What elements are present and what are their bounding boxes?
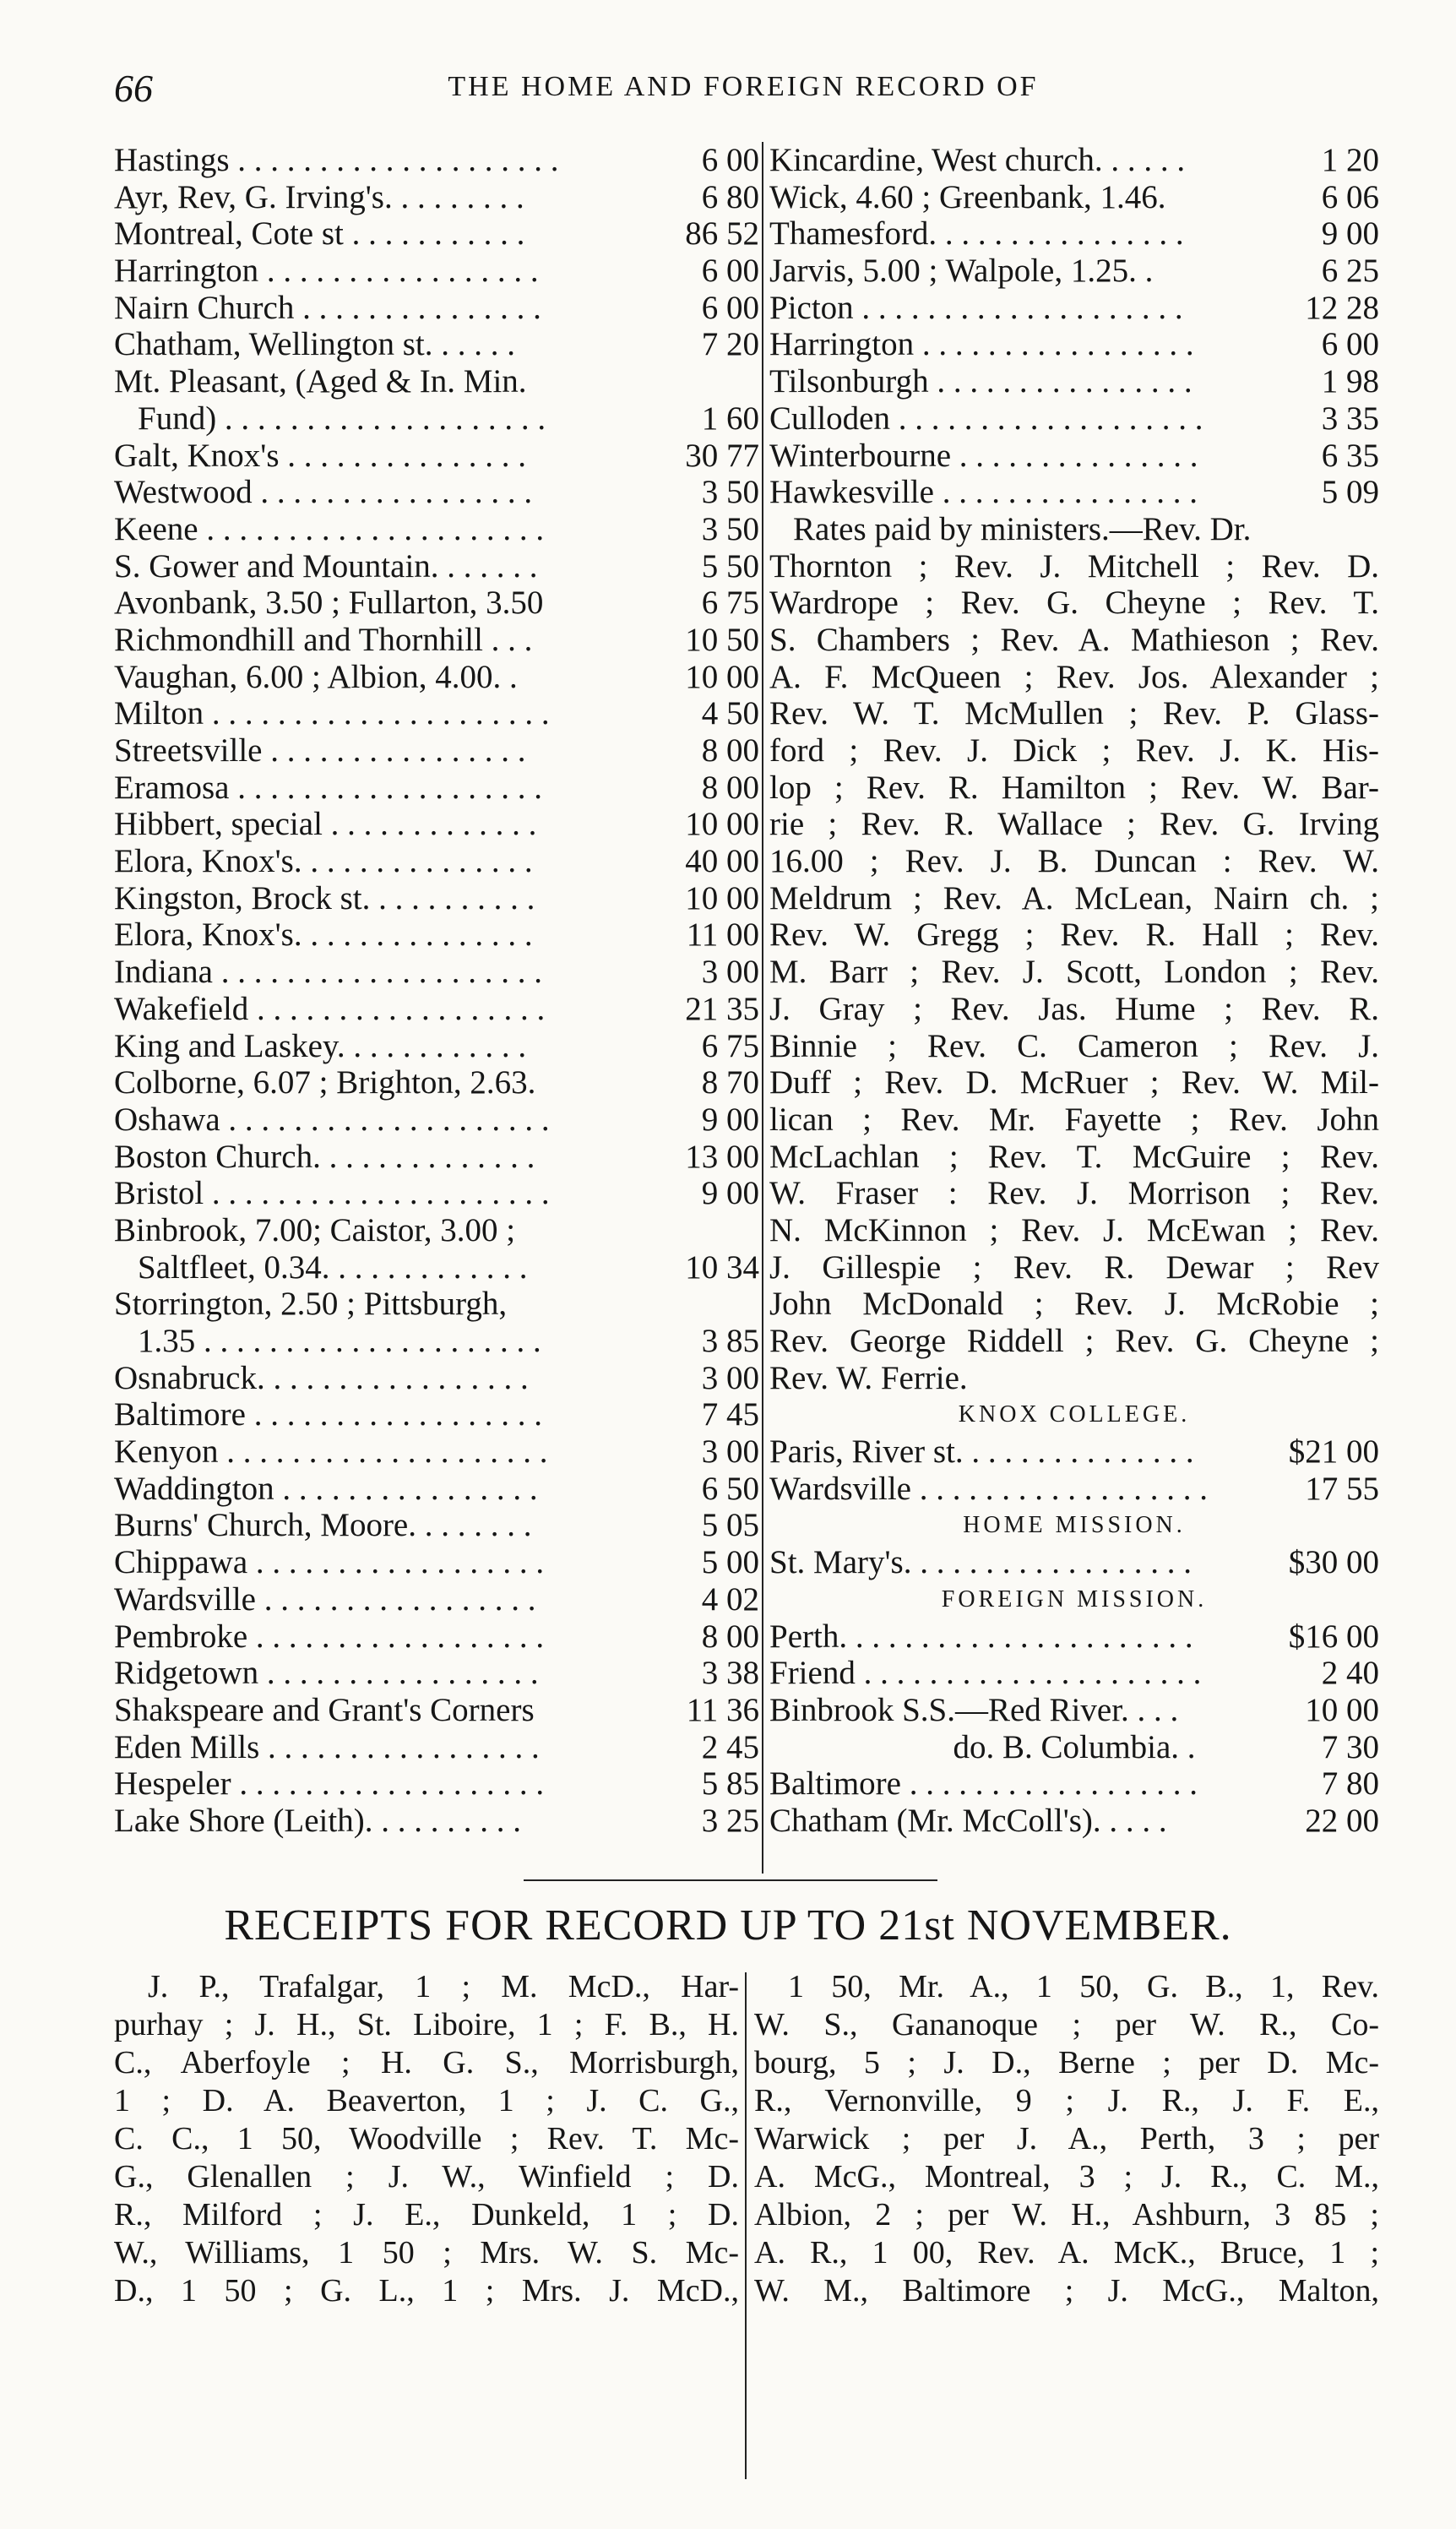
contribution-label: Meldrum ; Rev. A. McLean, Nairn ch. ; xyxy=(769,879,1379,916)
contribution-label: ford ; Rev. J. Dick ; Rev. J. K. His- xyxy=(769,732,1379,769)
contribution-amount: 8 00 xyxy=(701,1618,759,1655)
contribution-label: Burns' Church, Moore. . . . . . . . xyxy=(114,1507,532,1544)
contribution-amount: 10 34 xyxy=(685,1248,759,1286)
contribution-label: KNOX COLLEGE. xyxy=(958,1401,1191,1428)
contribution-row xyxy=(114,659,759,696)
contribution-label: Eramosa . . . . . . . . . . . . . . . . . . . xyxy=(114,769,542,806)
receipt-line: J. P., Trafalgar, 1 ; M. McD., Har- xyxy=(148,1969,739,2004)
contribution-row xyxy=(114,622,759,659)
receipt-line: D., 1 50 ; G. L., 1 ; Mrs. J. McD., xyxy=(114,2273,739,2309)
contribution-row xyxy=(769,511,1379,548)
contribution-label: Friend . . . . . . . . . . . . . . . . . . . . . xyxy=(769,1655,1202,1692)
contribution-label: Wick, 4.60 ; Greenbank, 1.46. xyxy=(769,178,1166,215)
contribution-amount: 13 00 xyxy=(685,1138,759,1175)
contribution-amount: 21 35 xyxy=(685,990,759,1027)
receipt-line: bourg, 5 ; J. D., Berne ; per D. Mc- xyxy=(754,2045,1379,2080)
section-rule xyxy=(524,1879,937,1881)
contribution-row xyxy=(114,732,759,770)
contribution-row xyxy=(114,1729,759,1766)
receipt-line: R., Vernonville, 9 ; J. R., J. F. E., xyxy=(754,2083,1379,2118)
contribution-amount: 11 36 xyxy=(686,1691,759,1728)
contribution-label: Vaughan, 6.00 ; Albion, 4.00. . xyxy=(114,658,518,695)
contribution-label: Ridgetown . . . . . . . . . . . . . . . . . xyxy=(114,1655,539,1692)
contribution-amount: 5 50 xyxy=(701,547,759,585)
receipts-right-column xyxy=(754,1968,1379,2509)
contribution-amount: 8 70 xyxy=(701,1064,759,1101)
contribution-row xyxy=(769,326,1379,363)
contribution-label: Avonbank, 3.50 ; Fullarton, 3.50 xyxy=(114,585,544,622)
contribution-row xyxy=(114,253,759,290)
contribution-amount: 6 00 xyxy=(701,289,759,326)
contribution-row xyxy=(769,1692,1379,1729)
contribution-row xyxy=(114,1765,759,1803)
contribution-row xyxy=(769,1028,1379,1065)
contribution-amount: 3 85 xyxy=(701,1323,759,1359)
contribution-label: Galt, Knox's . . . . . . . . . . . . . . . xyxy=(114,437,527,474)
contribution-label: Baltimore . . . . . . . . . . . . . . . . . . xyxy=(114,1396,542,1433)
contribution-label: Baltimore . . . . . . . . . . . . . . . . . . xyxy=(769,1765,1198,1803)
contribution-row xyxy=(114,1286,759,1323)
contribution-label: Harrington . . . . . . . . . . . . . . . . . xyxy=(769,326,1194,363)
contribution-amount: 6 00 xyxy=(701,253,759,290)
section-heading xyxy=(769,1581,1379,1618)
contribution-row xyxy=(114,1396,759,1433)
contribution-label: Keene . . . . . . . . . . . . . . . . . . . . . xyxy=(114,510,545,547)
contribution-label: Binbrook S.S.—Red River. . . . xyxy=(769,1691,1179,1728)
contribution-row xyxy=(769,880,1379,917)
contribution-row xyxy=(114,1028,759,1065)
contribution-label: Rev. W. Ferrie. xyxy=(769,1359,968,1396)
contribution-label: Streetsville . . . . . . . . . . . . . . . . xyxy=(114,732,526,769)
receipt-line: W. M., Baltimore ; J. McG., Malton, xyxy=(754,2273,1379,2309)
contribution-amount: 17 55 xyxy=(1305,1470,1379,1507)
contribution-amount: 10 00 xyxy=(685,879,759,916)
receipts-title: RECEIPTS FOR RECORD UP TO 21st NOVEMBER. xyxy=(224,1901,1232,1950)
contribution-amount: 4 50 xyxy=(701,695,759,732)
contribution-row xyxy=(769,585,1379,622)
contribution-row xyxy=(114,954,759,991)
contribution-amount: 6 35 xyxy=(1321,437,1379,474)
contribution-amount: 12 28 xyxy=(1305,289,1379,326)
contribution-amount: 10 00 xyxy=(685,658,759,695)
contribution-amount: 3 00 xyxy=(701,1359,759,1396)
contribution-row xyxy=(114,548,759,585)
contribution-label: Ayr, Rev, G. Irving's. . . . . . . . . xyxy=(114,178,524,215)
contribution-row xyxy=(114,1655,759,1692)
contribution-row xyxy=(769,215,1379,253)
contribution-label: Rev. George Riddell ; Rev. G. Cheyne ; xyxy=(769,1323,1379,1359)
contribution-amount: 6 80 xyxy=(701,178,759,215)
contribution-row xyxy=(769,770,1379,807)
contribution-row xyxy=(114,806,759,843)
contribution-label: Wardrope ; Rev. G. Cheyne ; Rev. T. xyxy=(769,585,1379,622)
page-number: 66 xyxy=(114,67,153,110)
contribution-row xyxy=(114,770,759,807)
receipt-line: Warwick ; per J. A., Perth, 3 ; per xyxy=(754,2121,1379,2156)
contribution-label: Chatham (Mr. McColl's). . . . . xyxy=(769,1802,1167,1839)
contribution-label: Binbrook, 7.00; Caistor, 3.00 ; xyxy=(114,1211,516,1248)
contribution-amount: $16 00 xyxy=(1288,1618,1379,1655)
contribution-amount: 10 00 xyxy=(1305,1691,1379,1728)
contribution-amount: 3 50 xyxy=(701,510,759,547)
contribution-row xyxy=(769,1101,1379,1139)
contribution-row xyxy=(769,1544,1379,1581)
column-divider xyxy=(762,142,763,1874)
contribution-label: Pembroke . . . . . . . . . . . . . . . . . . xyxy=(114,1618,545,1655)
contribution-label: Boston Church. . . . . . . . . . . . . . xyxy=(114,1138,535,1175)
contribution-amount: 2 40 xyxy=(1321,1655,1379,1692)
receipt-line: Albion, 2 ; per W. H., Ashburn, 3 85 ; xyxy=(754,2197,1379,2233)
contribution-label: John McDonald ; Rev. J. McRobie ; xyxy=(769,1286,1379,1323)
contribution-label: King and Laskey. . . . . . . . . . . . xyxy=(114,1027,527,1064)
contribution-row xyxy=(769,474,1379,511)
contribution-label: rie ; Rev. R. Wallace ; Rev. G. Irving xyxy=(769,806,1379,843)
contribution-row xyxy=(769,1729,1379,1766)
contribution-amount: 6 00 xyxy=(701,142,759,178)
contribution-amount: 40 00 xyxy=(685,843,759,880)
contribution-label: 1.35 . . . . . . . . . . . . . . . . . . . . . xyxy=(138,1323,541,1359)
contribution-row xyxy=(114,695,759,732)
contribution-row xyxy=(769,1433,1379,1471)
contribution-label: Hespeler . . . . . . . . . . . . . . . . . . . xyxy=(114,1765,545,1803)
contribution-row xyxy=(769,1139,1379,1176)
contribution-label: Kingston, Brock st. . . . . . . . . . . xyxy=(114,879,535,916)
contribution-amount: 1 20 xyxy=(1321,142,1379,178)
contribution-row xyxy=(769,438,1379,475)
contribution-amount: 30 77 xyxy=(685,437,759,474)
contribution-amount: 6 50 xyxy=(701,1470,759,1507)
contribution-row xyxy=(114,880,759,917)
contribution-label: S. Chambers ; Rev. A. Mathieson ; Rev. xyxy=(769,621,1379,658)
contribution-label: Hibbert, special . . . . . . . . . . . . . xyxy=(114,806,537,843)
receipt-line: 1 ; D. A. Beaverton, 1 ; J. C. G., xyxy=(114,2083,739,2118)
contribution-row xyxy=(114,1803,759,1840)
contribution-label: Kenyon . . . . . . . . . . . . . . . . . . . . xyxy=(114,1433,548,1471)
contribution-amount: 7 20 xyxy=(701,326,759,363)
receipt-line: purhay ; J. H., St. Liboire, 1 ; F. B., H. xyxy=(114,2007,739,2042)
contribution-label: Osnabruck. . . . . . . . . . . . . . . . . xyxy=(114,1359,529,1396)
contribution-amount: 8 00 xyxy=(701,732,759,769)
contribution-row xyxy=(769,622,1379,659)
contribution-amount: 3 25 xyxy=(701,1802,759,1839)
contribution-label: lican ; Rev. Mr. Fayette ; Rev. John xyxy=(769,1101,1379,1138)
contribution-label: Perth. . . . . . . . . . . . . . . . . . . . . . xyxy=(769,1618,1193,1655)
contribution-row xyxy=(769,843,1379,880)
contribution-label: Lake Shore (Leith). . . . . . . . . . xyxy=(114,1802,521,1839)
receipt-line: A. R., 1 00, Rev. A. McK., Bruce, 1 ; xyxy=(754,2235,1379,2271)
contribution-amount: 7 30 xyxy=(1321,1728,1379,1765)
contribution-label: Elora, Knox's. . . . . . . . . . . . . . . xyxy=(114,916,533,954)
contribution-label: Thornton ; Rev. J. Mitchell ; Rev. D. xyxy=(769,547,1379,585)
contribution-label: Duff ; Rev. D. McRuer ; Rev. W. Mil- xyxy=(769,1064,1379,1101)
contribution-label: Elora, Knox's. . . . . . . . . . . . . . . xyxy=(114,843,533,880)
contribution-row xyxy=(769,1249,1379,1286)
contribution-label: Culloden . . . . . . . . . . . . . . . . . . . xyxy=(769,400,1203,437)
contribution-row xyxy=(769,363,1379,400)
contribution-row xyxy=(114,1175,759,1212)
contribution-row xyxy=(769,916,1379,954)
contribution-row xyxy=(769,1618,1379,1656)
contribution-amount: 9 00 xyxy=(701,1101,759,1138)
contribution-row xyxy=(769,253,1379,290)
contribution-amount: 3 00 xyxy=(701,954,759,991)
contribution-row xyxy=(114,1692,759,1729)
contribution-row xyxy=(769,806,1379,843)
contribution-row xyxy=(114,511,759,548)
contribution-label: M. Barr ; Rev. J. Scott, London ; Rev. xyxy=(769,954,1379,991)
receipt-line: A. McG., Montreal, 3 ; J. R., C. M., xyxy=(754,2159,1379,2195)
contribution-row xyxy=(769,1803,1379,1840)
contribution-row xyxy=(769,142,1379,179)
contribution-amount: 6 75 xyxy=(701,1027,759,1064)
contribution-row xyxy=(769,1175,1379,1212)
contribution-amount: 5 05 xyxy=(701,1507,759,1544)
contribution-row xyxy=(114,1323,759,1360)
contribution-label: Nairn Church . . . . . . . . . . . . . . . xyxy=(114,289,541,326)
contribution-amount: 10 00 xyxy=(685,806,759,843)
contribution-row xyxy=(769,991,1379,1028)
contribution-amount: 5 85 xyxy=(701,1765,759,1803)
contribution-row xyxy=(114,142,759,179)
contribution-row xyxy=(114,1507,759,1544)
contribution-label: Tilsonburgh . . . . . . . . . . . . . . . . xyxy=(769,363,1193,400)
contribution-amount: 9 00 xyxy=(1321,215,1379,253)
contribution-row xyxy=(769,1471,1379,1508)
contribution-label: do. B. Columbia. . xyxy=(953,1728,1196,1765)
contribution-row xyxy=(114,1618,759,1656)
contribution-row xyxy=(114,991,759,1028)
contribution-label: N. McKinnon ; Rev. J. McEwan ; Rev. xyxy=(769,1211,1379,1248)
contribution-amount: $21 00 xyxy=(1288,1433,1379,1471)
contribution-amount: 6 25 xyxy=(1321,253,1379,290)
contribution-amount: 6 75 xyxy=(701,585,759,622)
contribution-label: Harrington . . . . . . . . . . . . . . . . . xyxy=(114,253,539,290)
contribution-row xyxy=(769,1064,1379,1101)
contribution-label: Binnie ; Rev. C. Cameron ; Rev. J. xyxy=(769,1027,1379,1064)
contribution-label: Richmondhill and Thornhill . . . xyxy=(114,621,533,658)
contribution-row xyxy=(114,179,759,216)
contribution-label: Waddington . . . . . . . . . . . . . . . . xyxy=(114,1470,538,1507)
contribution-label: Bristol . . . . . . . . . . . . . . . . . . . . . xyxy=(114,1175,550,1212)
contribution-amount: 22 00 xyxy=(1305,1802,1379,1839)
receipt-line: W. S., Gananoque ; per W. R., Co- xyxy=(754,2007,1379,2042)
section-heading xyxy=(769,1507,1379,1544)
contribution-label: Chatham, Wellington st. . . . . . xyxy=(114,326,515,363)
contribution-label: Winterbourne . . . . . . . . . . . . . . . xyxy=(769,437,1198,474)
contribution-amount: 7 80 xyxy=(1321,1765,1379,1803)
contribution-amount: 10 50 xyxy=(685,621,759,658)
contribution-row xyxy=(769,695,1379,732)
contribution-row xyxy=(114,326,759,363)
contribution-label: Hastings . . . . . . . . . . . . . . . . . . . . xyxy=(114,142,559,178)
contribution-label: S. Gower and Mountain. . . . . . . xyxy=(114,547,538,585)
contribution-amount: 6 00 xyxy=(1321,326,1379,363)
receipts-column-divider xyxy=(745,1972,747,2479)
contribution-amount: 3 50 xyxy=(701,474,759,511)
contribution-amount: 1 98 xyxy=(1321,363,1379,400)
contribution-label: lop ; Rev. R. Hamilton ; Rev. W. Bar- xyxy=(769,769,1379,806)
contribution-label: W. Fraser : Rev. J. Morrison ; Rev. xyxy=(769,1175,1379,1212)
contribution-label: Storrington, 2.50 ; Pittsburgh, xyxy=(114,1286,508,1323)
contribution-row xyxy=(114,1471,759,1508)
contribution-label: HOME MISSION. xyxy=(963,1512,1186,1539)
contribution-label: Fund) . . . . . . . . . . . . . . . . . . . . xyxy=(138,400,546,437)
contribution-label: 16.00 ; Rev. J. B. Duncan : Rev. W. xyxy=(769,843,1379,880)
contribution-row xyxy=(114,438,759,475)
contribution-row xyxy=(769,1323,1379,1360)
contributions-columns xyxy=(114,142,1381,1874)
contribution-amount: 6 06 xyxy=(1321,178,1379,215)
contribution-row xyxy=(114,1249,759,1286)
contribution-amount: 5 00 xyxy=(701,1544,759,1581)
contribution-row xyxy=(769,659,1379,696)
contribution-label: Picton . . . . . . . . . . . . . . . . . . . . xyxy=(769,289,1183,326)
page-header xyxy=(114,66,1372,117)
contribution-label: Jarvis, 5.00 ; Walpole, 1.25. . xyxy=(769,253,1154,290)
contribution-amount: 3 35 xyxy=(1321,400,1379,437)
contribution-row xyxy=(114,363,759,400)
contribution-row xyxy=(769,954,1379,991)
contribution-row xyxy=(114,1101,759,1139)
contribution-amount: 86 52 xyxy=(685,215,759,253)
contribution-row xyxy=(114,1360,759,1397)
contribution-row xyxy=(769,400,1379,438)
contribution-label: J. Gillespie ; Rev. R. Dewar ; Rev xyxy=(769,1248,1379,1286)
contribution-label: Saltfleet, 0.34. . . . . . . . . . . . . xyxy=(138,1248,528,1286)
contribution-row xyxy=(114,215,759,253)
contribution-amount: $30 00 xyxy=(1288,1544,1379,1581)
running-title: THE HOME AND FOREIGN RECORD OF xyxy=(448,71,1039,102)
contribution-label: FOREIGN MISSION. xyxy=(941,1585,1208,1613)
receipts-left-column xyxy=(114,1968,739,2509)
contribution-label: Oshawa . . . . . . . . . . . . . . . . . . . . xyxy=(114,1101,550,1138)
contribution-label: Rates paid by ministers.—Rev. Dr. xyxy=(793,510,1252,547)
receipt-line: R., Milford ; J. E., Dunkeld, 1 ; D. xyxy=(114,2197,739,2233)
contribution-amount: 8 00 xyxy=(701,769,759,806)
contribution-label: J. Gray ; Rev. Jas. Hume ; Rev. R. xyxy=(769,990,1379,1027)
receipt-line: 1 50, Mr. A., 1 50, G. B., 1, Rev. xyxy=(788,1969,1379,2004)
contribution-row xyxy=(114,474,759,511)
contribution-row xyxy=(769,1655,1379,1692)
contribution-row xyxy=(114,1581,759,1618)
contribution-amount: 4 02 xyxy=(701,1580,759,1618)
contribution-row xyxy=(114,1139,759,1176)
receipt-line: C. C., 1 50, Woodville ; Rev. T. Mc- xyxy=(114,2121,739,2156)
contribution-row xyxy=(769,290,1379,327)
contribution-label: Wardsville . . . . . . . . . . . . . . . . . . xyxy=(769,1470,1208,1507)
contribution-row xyxy=(114,1433,759,1471)
contribution-label: Indiana . . . . . . . . . . . . . . . . . . . . xyxy=(114,954,542,991)
contribution-amount: 7 45 xyxy=(701,1396,759,1433)
contribution-row xyxy=(769,548,1379,585)
contribution-label: Hawkesville . . . . . . . . . . . . . . . . xyxy=(769,474,1198,511)
contribution-label: Mt. Pleasant, (Aged & In. Min. xyxy=(114,363,527,400)
contribution-row xyxy=(114,585,759,622)
contribution-label: Wakefield . . . . . . . . . . . . . . . . . . xyxy=(114,990,546,1027)
contribution-amount: 11 00 xyxy=(686,916,759,954)
contribution-label: Rev. W. Gregg ; Rev. R. Hall ; Rev. xyxy=(769,916,1379,954)
contribution-amount: 3 38 xyxy=(701,1655,759,1692)
contribution-amount: 2 45 xyxy=(701,1728,759,1765)
contribution-label: McLachlan ; Rev. T. McGuire ; Rev. xyxy=(769,1138,1379,1175)
contribution-row xyxy=(114,843,759,880)
contribution-label: Westwood . . . . . . . . . . . . . . . . . xyxy=(114,474,533,511)
contribution-row xyxy=(114,400,759,438)
contribution-row xyxy=(769,1212,1379,1249)
contribution-label: Eden Mills . . . . . . . . . . . . . . . . . xyxy=(114,1728,540,1765)
receipt-line: W., Williams, 1 50 ; Mrs. W. S. Mc- xyxy=(114,2235,739,2271)
left-contributions-column xyxy=(114,142,759,1840)
contribution-row xyxy=(769,1765,1379,1803)
contribution-amount: 5 09 xyxy=(1321,474,1379,511)
contribution-label: Chippawa . . . . . . . . . . . . . . . . . . xyxy=(114,1544,545,1581)
contribution-row xyxy=(114,1064,759,1101)
section-heading xyxy=(769,1396,1379,1433)
right-contributions-column xyxy=(769,142,1379,1840)
contribution-amount: 3 00 xyxy=(701,1433,759,1471)
contribution-label: Kincardine, West church. . . . . . xyxy=(769,142,1186,178)
contribution-label: A. F. McQueen ; Rev. Jos. Alexander ; xyxy=(769,658,1379,695)
contribution-row xyxy=(769,732,1379,770)
contribution-label: Wardsville . . . . . . . . . . . . . . . . . xyxy=(114,1580,536,1618)
contribution-row xyxy=(769,179,1379,216)
contribution-row xyxy=(114,916,759,954)
contribution-label: Rev. W. T. McMullen ; Rev. P. Glass- xyxy=(769,695,1379,732)
contribution-row xyxy=(114,290,759,327)
receipt-line: G., Glenallen ; J. W., Winfield ; D. xyxy=(114,2159,739,2195)
contribution-row xyxy=(114,1544,759,1581)
receipt-line: C., Aberfoyle ; H. G. S., Morrisburgh, xyxy=(114,2045,739,2080)
contribution-label: Colborne, 6.07 ; Brighton, 2.63. xyxy=(114,1064,536,1101)
contribution-row xyxy=(114,1212,759,1249)
contribution-label: Thamesford. . . . . . . . . . . . . . . . xyxy=(769,215,1184,253)
contribution-amount: 9 00 xyxy=(701,1175,759,1212)
contribution-label: Shakspeare and Grant's Corners xyxy=(114,1691,535,1728)
contribution-row xyxy=(769,1286,1379,1323)
contribution-label: St. Mary's. . . . . . . . . . . . . . . . . . xyxy=(769,1544,1192,1581)
contribution-row xyxy=(769,1360,1379,1397)
contribution-label: Montreal, Cote st . . . . . . . . . . . xyxy=(114,215,525,253)
contribution-amount: 1 60 xyxy=(701,400,759,437)
contribution-label: Paris, River st. . . . . . . . . . . . . . . xyxy=(769,1433,1194,1471)
contribution-label: Milton . . . . . . . . . . . . . . . . . . . . . xyxy=(114,695,550,732)
